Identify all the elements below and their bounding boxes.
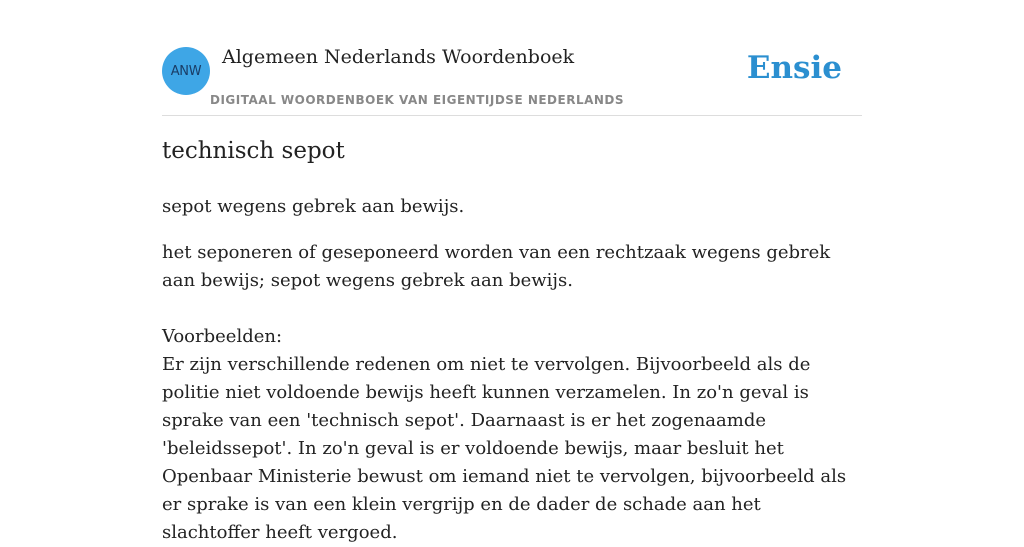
example-text: Er zijn verschillende redenen om niet te vervolgen. Bijvoorbeeld als de politie niet voldoende bewijs heeft kunnen verzamelen. In zo'n geval is sprake van een 'technisch sepot'. Daarnaast is er het zogenaamde 'beleidssepot'. In zo'n geval is er voldoende bewijs, maar besluit het Openbaar Ministerie bewust om iemand niet te vervolgen, bijvoorbeeld als er sprake is van een klein vergrijp en de dader de schade aan het slachtoffer heeft vergoed. — [162, 354, 847, 543]
headword: technisch sepot — [162, 138, 345, 164]
header — [162, 0, 862, 116]
long-definition: het seponeren of geseponeerd worden van een rechtzaak wegens gebrek aan bewijs; sepot wegens gebrek aan bewijs. — [162, 242, 831, 291]
page — [162, 0, 862, 543]
ensie-brand-link[interactable]: Ensie — [746, 50, 842, 86]
anw-logo[interactable] — [162, 47, 210, 95]
site-title[interactable]: Algemeen Nederlands Woordenboek — [222, 46, 575, 68]
short-definition: sepot wegens gebrek aan bewijs. — [162, 196, 465, 217]
logo-text: ANW — [170, 63, 202, 79]
site-subtitle: DIGITAAL WOORDENBOEK VAN EIGENTIJDSE NEDERLANDS — [210, 93, 625, 107]
examples-label: Voorbeelden: — [162, 326, 283, 347]
